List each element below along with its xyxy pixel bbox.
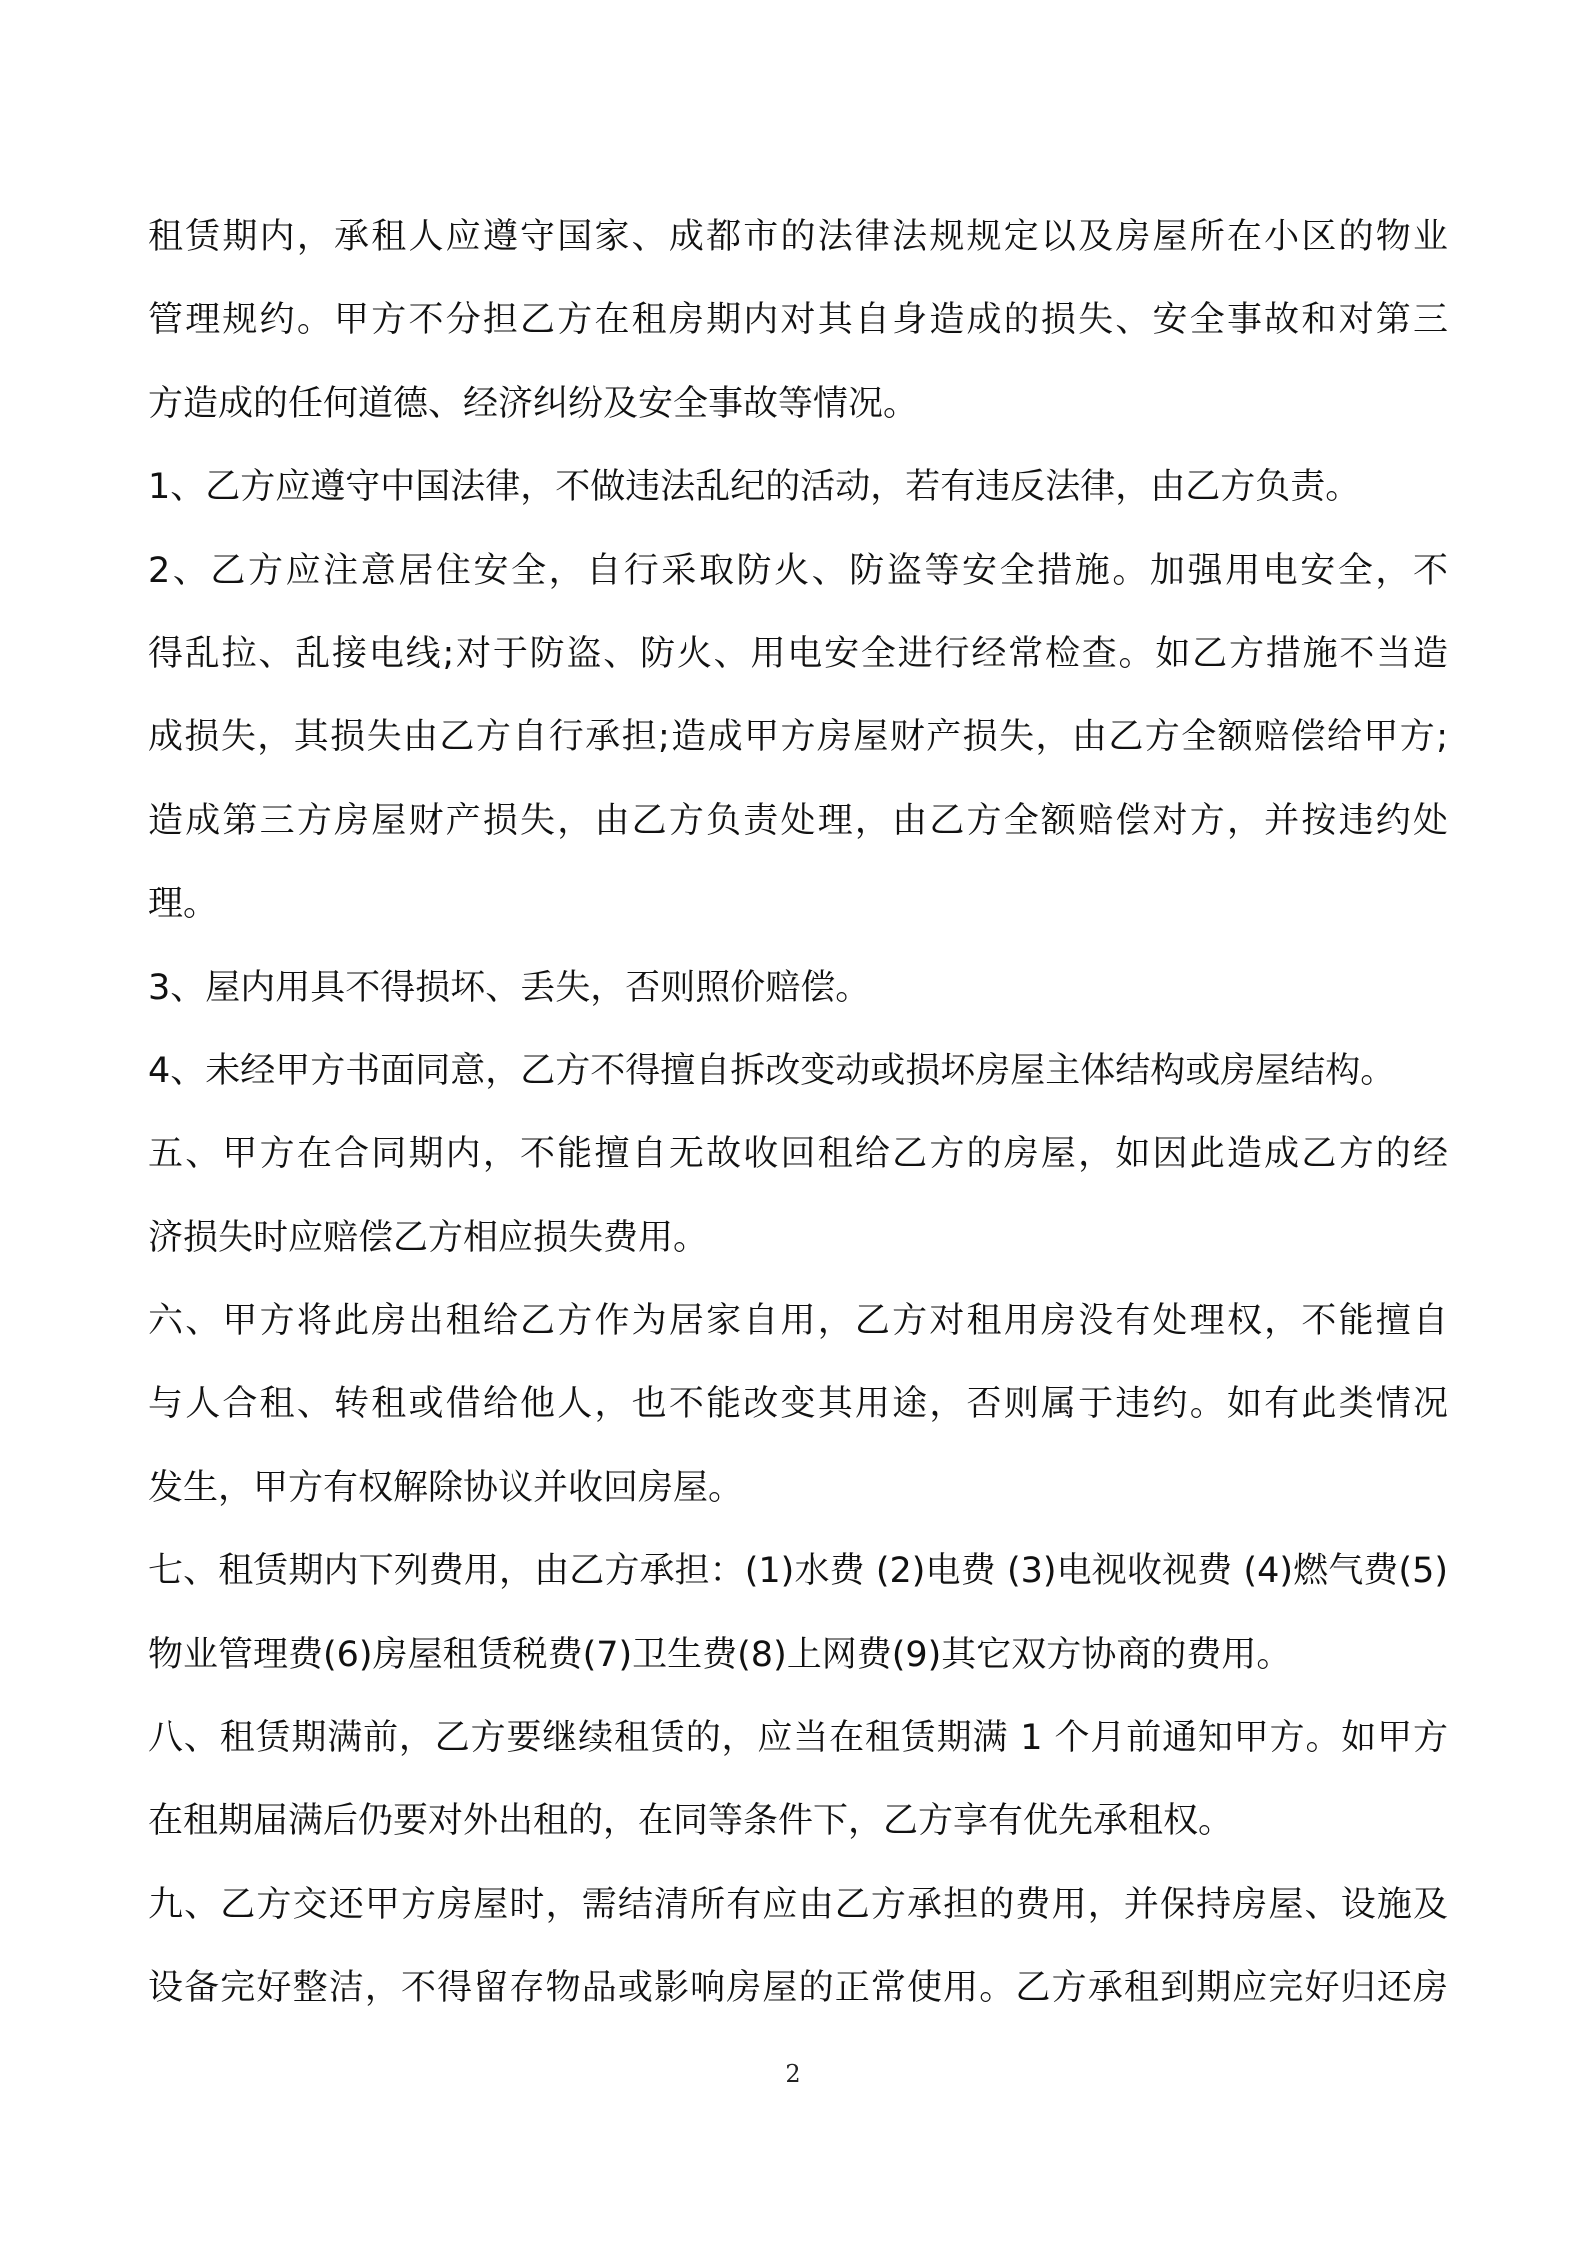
paragraph-line: 2、乙方应注意居住安全，自行采取防火、防盗等安全措施。加强用电安全，不 <box>148 550 1448 591</box>
paragraph-line: 设备完好整洁，不得留存物品或影响房屋的正常使用。乙方承租到期应完好归还房 <box>148 1968 1448 2009</box>
paragraph-line: 济损失时应赔偿乙方相应损失费用。 <box>148 1217 709 1258</box>
paragraph-line: 与人合租、转租或借给他人，也不能改变其用途，否则属于违约。如有此类情况 <box>148 1384 1448 1425</box>
paragraph-line: 在租期届满后仍要对外出租的，在同等条件下，乙方享有优先承租权。 <box>148 1801 1234 1842</box>
paragraph-line: 八、租赁期满前，乙方要继续租赁的，应当在租赁期满 1 个月前通知甲方。如甲方 <box>148 1718 1448 1759</box>
paragraph-line: 理。 <box>148 884 219 925</box>
paragraph-line: 成损失，其损失由乙方自行承担;造成甲方房屋财产损失，由乙方全额赔偿给甲方; <box>148 717 1448 758</box>
paragraph-line: 物业管理费(6)房屋租赁税费(7)卫生费(8)上网费(9)其它双方协商的费用。 <box>148 1634 1292 1675</box>
paragraph-line: 方造成的任何道德、经济纠纷及安全事故等情况。 <box>148 383 919 424</box>
paragraph-line: 4、未经甲方书面同意，乙方不得擅自拆改变动或损坏房屋主体结构或房屋结构。 <box>148 1050 1396 1091</box>
paragraph-line: 3、屋内用具不得损坏、丢失，否则照价赔偿。 <box>148 967 871 1008</box>
paragraph-line: 租赁期内，承租人应遵守国家、成都市的法律法规规定以及房屋所在小区的物业 <box>148 217 1448 257</box>
paragraph-line: 九、乙方交还甲方房屋时，需结清所有应由乙方承担的费用，并保持房屋、设施及 <box>148 1884 1448 1925</box>
page-number: 2 <box>785 2060 801 2088</box>
paragraph-line: 七、租赁期内下列费用，由乙方承担：(1)水费 (2)电费 (3)电视收视费 (4)燃气费(5) <box>148 1551 1448 1592</box>
paragraph-line: 造成第三方房屋财产损失，由乙方负责处理，由乙方全额赔偿对方，并按违约处 <box>148 800 1448 841</box>
paragraph-line: 发生，甲方有权解除协议并收回房屋。 <box>148 1467 744 1508</box>
paragraph-line: 得乱拉、乱接电线;对于防盗、防火、用电安全进行经常检查。如乙方措施不当造 <box>148 633 1448 674</box>
paragraph-line: 1、乙方应遵守中国法律，不做违法乱纪的活动，若有违反法律，由乙方负责。 <box>148 467 1361 508</box>
document-body <box>148 196 1448 2031</box>
paragraph-line: 五、甲方在合同期内，不能擅自无故收回租给乙方的房屋，如因此造成乙方的经 <box>148 1134 1448 1175</box>
paragraph-line: 六、甲方将此房出租给乙方作为居家自用，乙方对租用房没有处理权，不能擅自 <box>148 1301 1448 1342</box>
paragraph-line: 管理规约。甲方不分担乙方在租房期内对其自身造成的损失、安全事故和对第三 <box>148 300 1448 341</box>
